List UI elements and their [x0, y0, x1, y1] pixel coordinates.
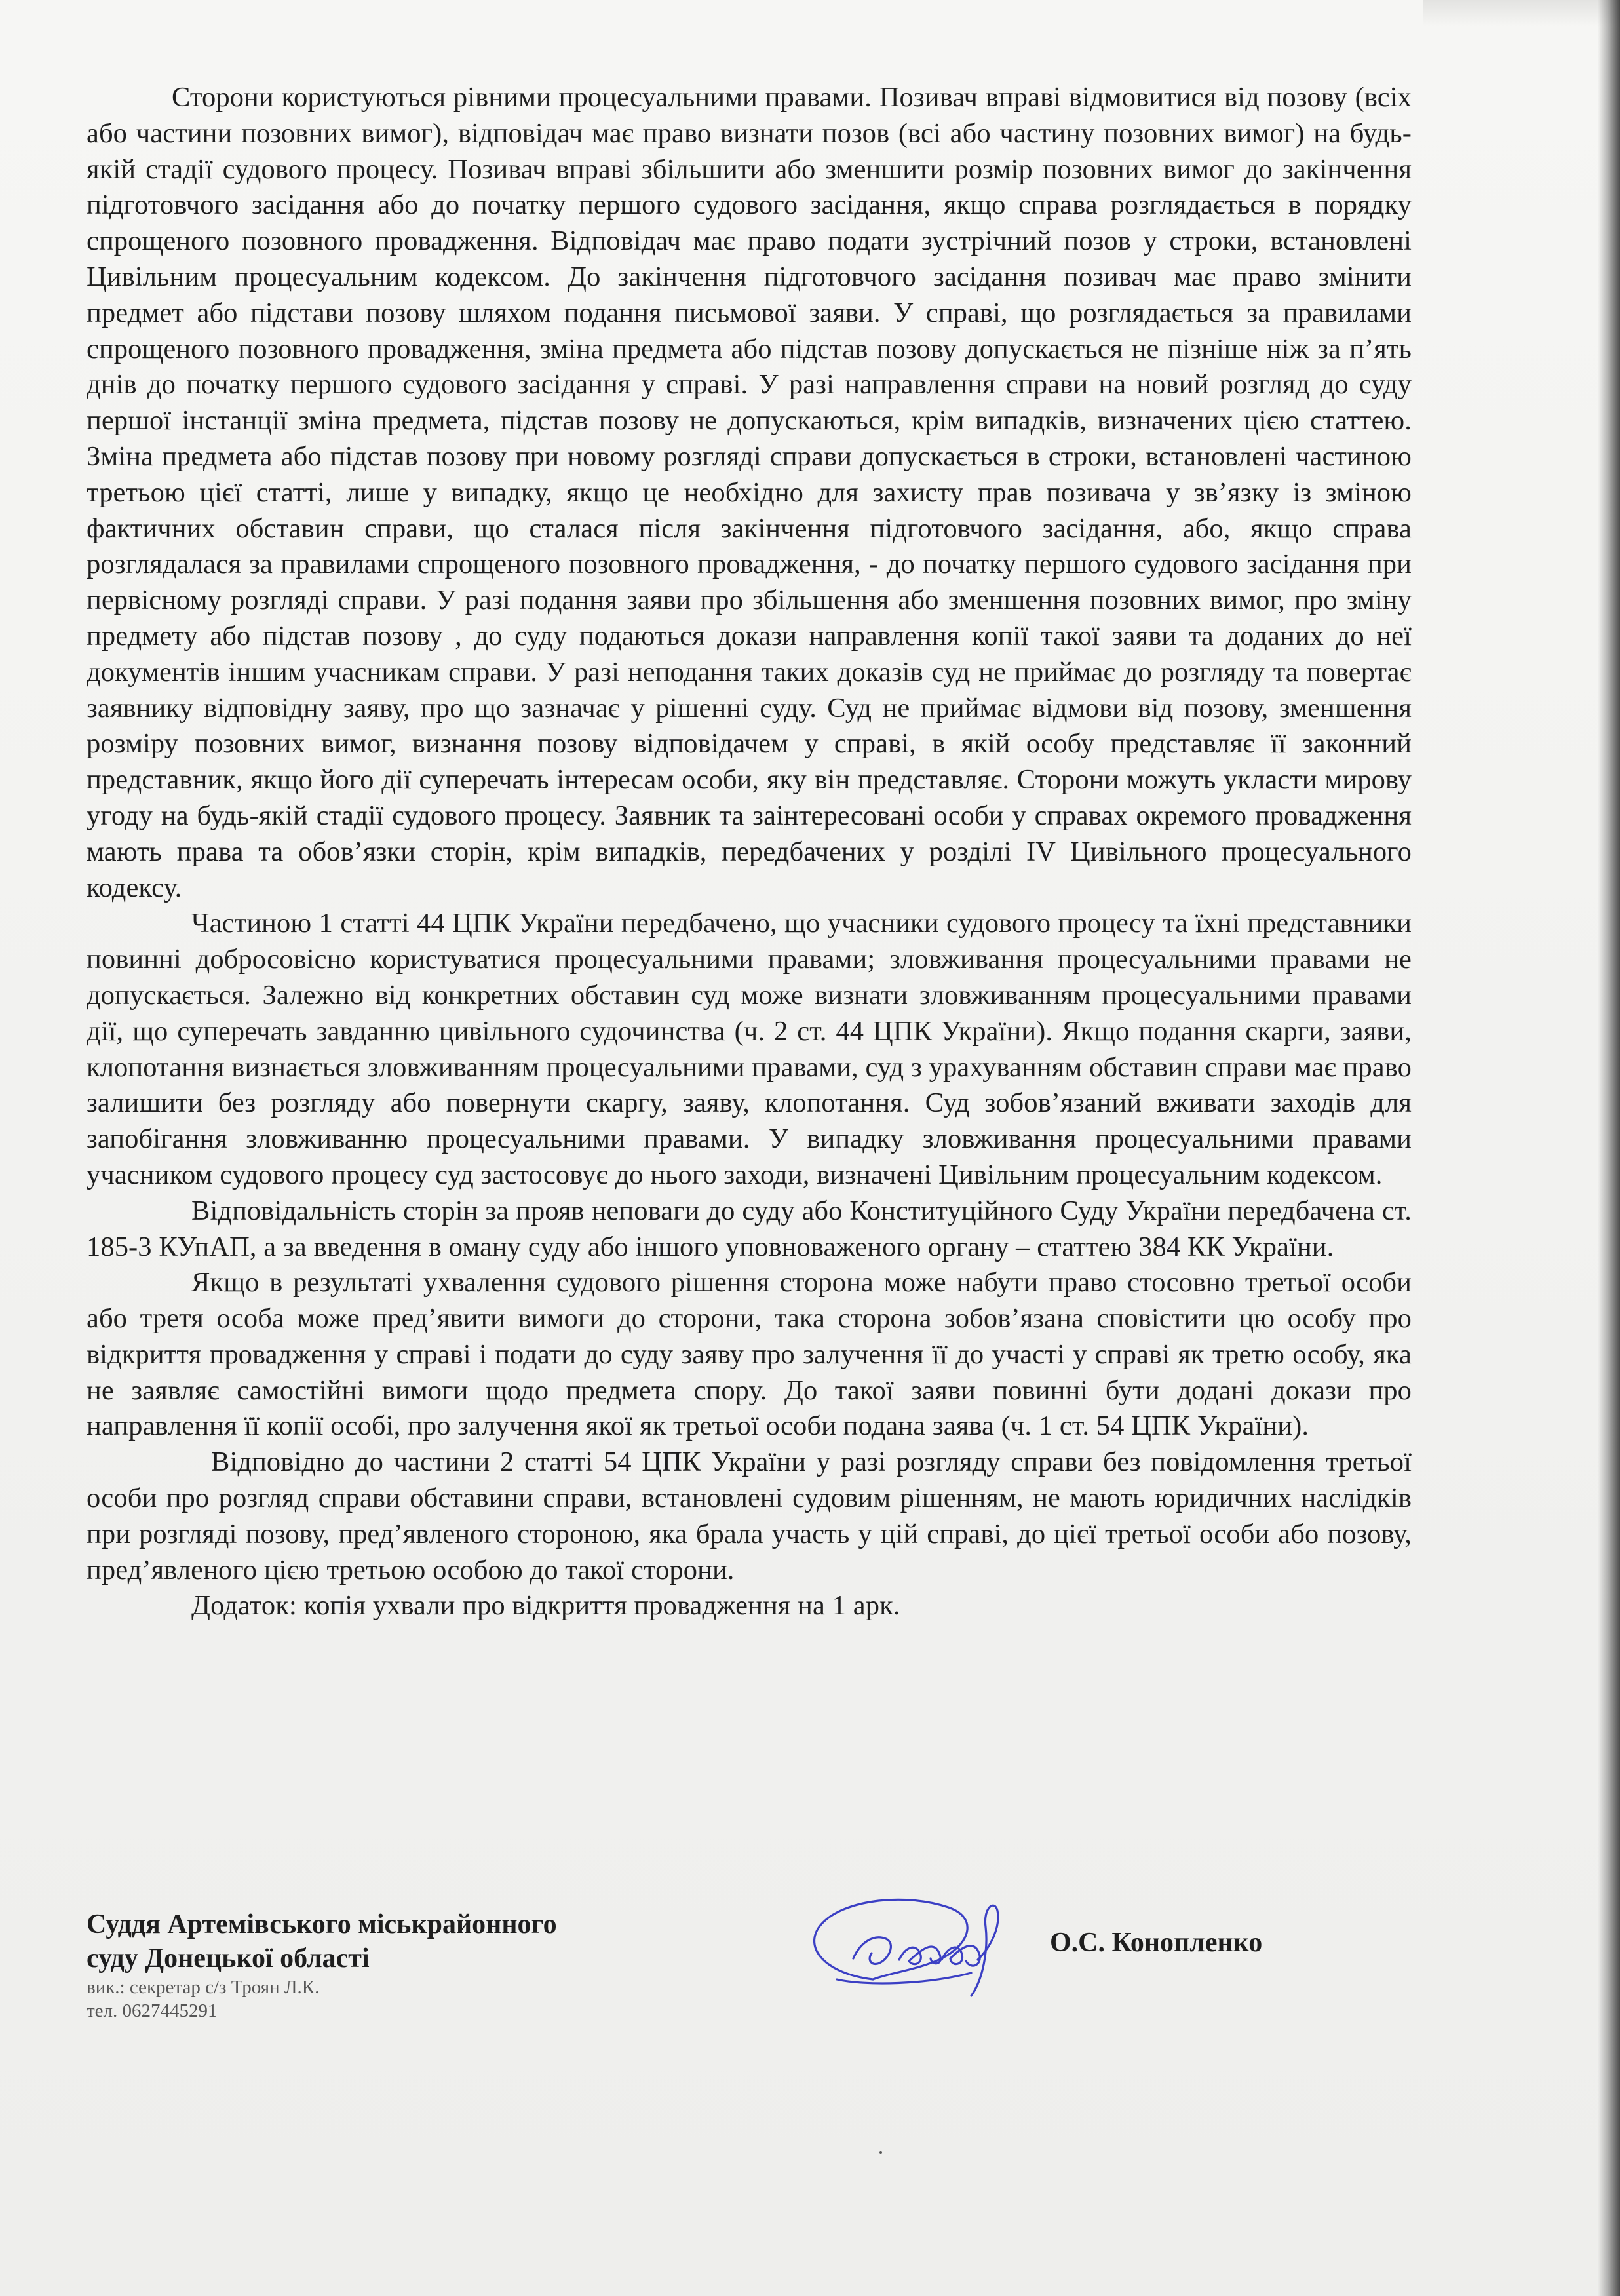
handwritten-signature	[775, 1881, 1050, 2006]
paragraph-consequences: Відповідно до частини 2 статті 54 ЦПК України у разі розгляду справи без повідомлення третьої особи про розгляд справи обставини справи, встановлені судовим рішенням, не мають юридичних наслідків при розгляді позову, пред’явленого стороною, яка брала участь у цій справі, до цієї третьої особи або позову, пред’явленого цією третьою особою до такої сторони.	[87, 1447, 1412, 1586]
paragraph-abuse-of-rights: Частиною 1 статті 44 ЦПК України передбачено, що учасники судового процесу та їхні представники повинні добросовісно користуватися процесуальними правами; зловживання процесуальними правами не допускається. Залежно від конкретних обставин суд може визнати зловживанням процесуальними правами дії, що суперечать завданню цивільного судочинства (ч. 2 ст. 44 ЦПК України). Якщо подання скарги, заяви, клопотання визнається зловживанням процесуальними правами, суд з урахуванням обставин справи має право залишити без розгляду або повернути скаргу, заяву, клопотання. Суд зобов’язаний вживати заходів для запобігання зловживанню процесуальними правами. У випадку зловживання процесуальними правами учасником судового процесу суд застосовує до нього заходи, визначені Цивільним процесуальним кодексом.	[87, 908, 1412, 1190]
executor-line: вик.: секретар с/з Троян Л.К.	[87, 1977, 320, 1998]
judge-position-line1: Суддя Артемівського міськрайонного	[87, 1909, 557, 1939]
paragraph-procedural-rights: Сторони користуються рівними процесуальними правами. Позивач вправі відмовитися від позову (всіх або частини позовних вимог), відповідач має право визнати позов (всі або частину позовних вимог) на будь-якій стадії судового процесу. Позивач вправі збільшити або зменшити розмір позовних вимог до закінчення підготовчого засідання або до початку першого судового засідання, якщо справа розглядається в порядку спрощеного позовного провадження. Відповідач має право подати зустрічний позов у строки, встановлені Цивільним процесуальним кодексом. До закінчення підготовчого засідання позивач має право змінити предмет або підстави позову шляхом подання письмової заяви. У справі, що розглядається за правилами спрощеного позовного провадження, зміна предмета або підстав позову допускається не пізніше ніж за п’ять днів до початку першого судового засідання у справі. У разі направлення справи на новий розгляд до суду першої інстанції зміна предмета, підстав позову не допускаються, крім випадків, визначених цією статтею. Зміна предмета або підстав позову при новому розгляді справи допускається в строки, встановлені частиною третьою цієї статті, лише у випадку, якщо це необхідно для захисту прав позивача у зв’язку із зміною фактичних обставин справи, що сталася після закінчення підготовчого засідання, або, якщо справа розглядалася за правилами спрощеного позовного провадження, - до початку першого судового засідання при первісному розгляді справи. У разі подання заяви про збільшення або зменшення позовних вимог, про зміну предмету або підстав позову , до суду подаються докази направлення копії такої заяви та доданих до неї документів іншим учасникам справи. У разі неподання таких доказів суд не приймає до розгляду та повертає заявнику відповідну заяву, про що зазначає у рішенні суду. Суд не приймає відмови від позову, зменшення розміру позовних вимог, визнання позову відповідачем у справі, в якій особу представляє її законний представник, якщо його дії суперечать інтересам особи, яку він представляє. Сторони можуть укласти мирову угоду на будь-якій стадії судового процесу. Заявник та заінтересовані особи у справах окремого провадження мають права та обов’язки сторін, крім випадків, передбачених у розділі IV Цивільного процесуального кодексу.	[87, 82, 1412, 903]
judge-position-line2: суду Донецької області	[87, 1943, 370, 1974]
paragraph-liability: Відповідальність сторін за прояв неповаги до суду або Конституційного Суду України передбачена ст. 185-3 КУпАП, а за введення в оману суду або іншого уповноваженого органу – статтею 384 КК України.	[87, 1195, 1412, 1262]
signature-block	[87, 1907, 1463, 2058]
paragraph-attachment: Додаток: копія ухвали про відкриття провадження на 1 арк.	[191, 1590, 900, 1622]
document-body	[87, 80, 1412, 1624]
paragraph-third-party: Якщо в результаті ухвалення судового рішення сторона може набути право стосовно третьої особи або третя особа може пред’явити вимоги до сторони, така сторона зобов’язана сповістити цю особу про відкриття провадження у справі і подати до суду заяву про залучення її до участі у справі як третю особу, яка не заявляє самостійні вимоги щодо предмета спору. До такої заяви повинні бути додані докази про направлення її копії особі, про залучення якої як третьої особи подана заява (ч. 1 ст. 54 ЦПК України).	[87, 1267, 1412, 1442]
judge-name: О.С. Конопленко	[1050, 1928, 1263, 1958]
scan-speck	[879, 2151, 882, 2154]
scan-edge	[1598, 0, 1620, 2296]
phone-line: тел. 0627445291	[87, 2000, 218, 2021]
scan-corner-shadow	[1423, 0, 1620, 26]
